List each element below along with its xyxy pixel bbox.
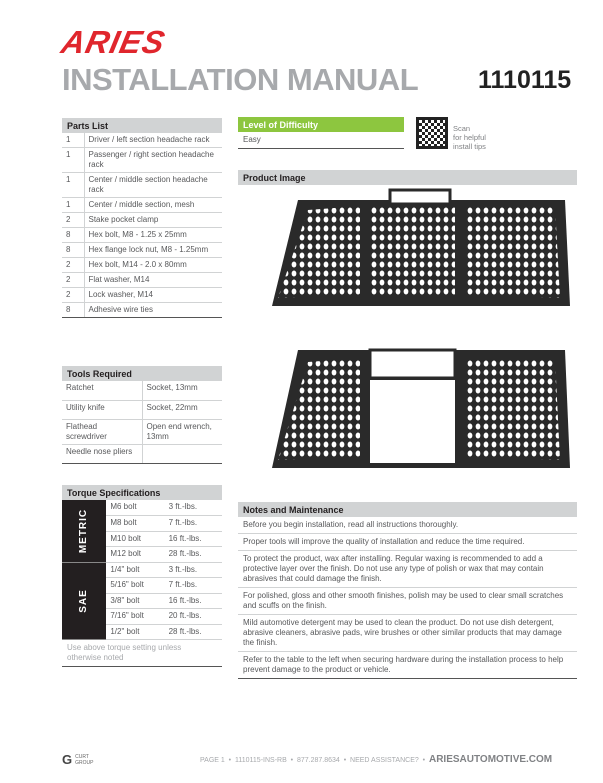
bolt-size: 1/2" bolt	[106, 624, 164, 640]
part-qty: 8	[62, 228, 84, 243]
tool-name	[142, 444, 222, 463]
part-description: Adhesive wire ties	[84, 303, 222, 318]
part-description: Driver / left section headache rack	[84, 133, 222, 148]
aries-logo: ARIES	[58, 24, 169, 60]
group-bottom: GROUP	[75, 759, 94, 766]
part-qty: 1	[62, 133, 84, 148]
torque-row	[62, 562, 222, 578]
torque-row	[62, 500, 222, 516]
part-qty: 2	[62, 288, 84, 303]
torque-value: 3 ft.-lbs.	[165, 562, 222, 578]
part-qty: 1	[62, 173, 84, 198]
page-title: INSTALLATION MANUAL	[62, 62, 419, 97]
part-description: Hex bolt, M14 - 2.0 x 80mm	[84, 258, 222, 273]
parts-row	[62, 228, 222, 243]
torque-value: 7 ft.-lbs.	[165, 516, 222, 532]
qr-text: for helpful	[453, 133, 486, 142]
torque-value: 16 ft.-lbs.	[165, 593, 222, 609]
torque-value: 28 ft.-lbs.	[165, 624, 222, 640]
note-item: Refer to the table to the left when securing hardware during the installation process to help prevent damage to the product or vehicle.	[238, 652, 577, 679]
bolt-size: 3/8" bolt	[106, 593, 164, 609]
tool-name: Utility knife	[62, 400, 142, 419]
parts-row	[62, 133, 222, 148]
part-description: Stake pocket clamp	[84, 213, 222, 228]
parts-row	[62, 303, 222, 318]
part-qty: 2	[62, 258, 84, 273]
torque-value: 28 ft.-lbs.	[165, 547, 222, 563]
parts-row	[62, 213, 222, 228]
note-item: Before you begin installation, read all instructions thoroughly.	[238, 517, 577, 534]
part-number: 1110115	[478, 66, 572, 94]
notes-header: Notes and Maintenance	[238, 502, 577, 517]
product-image-header: Product Image	[238, 170, 577, 185]
tools-row	[62, 444, 222, 463]
parts-row	[62, 258, 222, 273]
note-item: For polished, gloss and other smooth finishes, polish may be used to clear small scratches and scuffs on the finish.	[238, 588, 577, 615]
part-description: Center / middle section headache rack	[84, 173, 222, 198]
tool-name: Flathead screwdriver	[62, 419, 142, 444]
bolt-size: M6 bolt	[106, 500, 164, 516]
torque-value: 20 ft.-lbs.	[165, 609, 222, 625]
note-item: To protect the product, wax after installing. Regular waxing is recommended to add a protective layer over the finish. Do not use any type of polish or wax that may contain abrasives that could damage the finish.	[238, 551, 577, 588]
bolt-size: M8 bolt	[106, 516, 164, 532]
notes-maintenance	[238, 502, 577, 679]
bolt-size: 1/4" bolt	[106, 562, 164, 578]
tools-row	[62, 400, 222, 419]
qr-text: install tips	[453, 142, 486, 151]
parts-row	[62, 243, 222, 258]
part-description: Center / middle section, mesh	[84, 198, 222, 213]
part-description: Lock washer, M14	[84, 288, 222, 303]
torque-header: Torque Specifications	[62, 485, 222, 500]
bolt-size: M12 bolt	[106, 547, 164, 563]
note-item: Mild automotive detergent may be used to clean the product. Do not use dish detergent, abrasive cleaners, abrasive pads, wire brushes or other similar products that may damage the finish.	[238, 615, 577, 652]
curt-logo-icon: G	[62, 752, 73, 767]
part-qty: 2	[62, 213, 84, 228]
parts-list	[62, 118, 222, 318]
bolt-size: 7/16" bolt	[106, 609, 164, 625]
qr-text: Scan	[453, 124, 471, 133]
part-description: Flat washer, M14	[84, 273, 222, 288]
part-qty: 1	[62, 148, 84, 173]
parts-list-header: Parts List	[62, 118, 222, 133]
part-qty: 8	[62, 303, 84, 318]
parts-row	[62, 198, 222, 213]
note-item: Proper tools will improve the quality of installation and reduce the time required.	[238, 534, 577, 551]
part-description: Hex flange lock nut, M8 - 1.25mm	[84, 243, 222, 258]
footer-text: PAGE 1 • 1110115-INS-RB • 877.287.8634 • NEED ASSISTANCE? •	[200, 757, 429, 764]
part-qty: 8	[62, 243, 84, 258]
torque-note: Use above torque setting unless otherwise noted	[62, 640, 222, 667]
parts-row	[62, 273, 222, 288]
part-description: Hex bolt, M8 - 1.25 x 25mm	[84, 228, 222, 243]
tool-name: Ratchet	[62, 381, 142, 400]
tools-row	[62, 419, 222, 444]
bolt-size: M10 bolt	[106, 531, 164, 547]
torque-value: 16 ft.-lbs.	[165, 531, 222, 547]
metric-label: METRIC	[62, 500, 106, 562]
product-image-section	[238, 170, 577, 185]
group-top: CURT	[75, 753, 89, 760]
torque-specifications	[62, 485, 222, 667]
tools-header: Tools Required	[62, 366, 222, 381]
website-link[interactable]: ARIESAUTOMOTIVE.COM	[428, 754, 553, 765]
torque-value: 3 ft.-lbs.	[165, 500, 222, 516]
rack-front-view	[272, 190, 570, 306]
curt-group-logo	[62, 752, 93, 767]
footer	[200, 754, 552, 765]
tools-required	[62, 366, 222, 464]
qr-code[interactable]	[416, 117, 448, 149]
tools-row	[62, 381, 222, 400]
qr-caption	[453, 124, 486, 151]
part-qty: 2	[62, 273, 84, 288]
product-image	[250, 188, 580, 488]
tool-name: Socket, 13mm	[142, 381, 222, 400]
tool-name: Needle nose pliers	[62, 444, 142, 463]
sae-label: SAE	[62, 562, 106, 640]
part-qty: 1	[62, 198, 84, 213]
parts-row	[62, 288, 222, 303]
tool-name: Socket, 22mm	[142, 400, 222, 419]
difficulty	[238, 117, 404, 149]
bolt-size: 5/16" bolt	[106, 578, 164, 594]
rack-rear-view	[272, 350, 570, 468]
difficulty-header: Level of Difficulty	[238, 117, 404, 132]
torque-value: 7 ft.-lbs.	[165, 578, 222, 594]
tool-name: Open end wrench, 13mm	[142, 419, 222, 444]
parts-row	[62, 173, 222, 198]
parts-row	[62, 148, 222, 173]
part-description: Passenger / right section headache rack	[84, 148, 222, 173]
difficulty-value: Easy	[238, 132, 404, 149]
